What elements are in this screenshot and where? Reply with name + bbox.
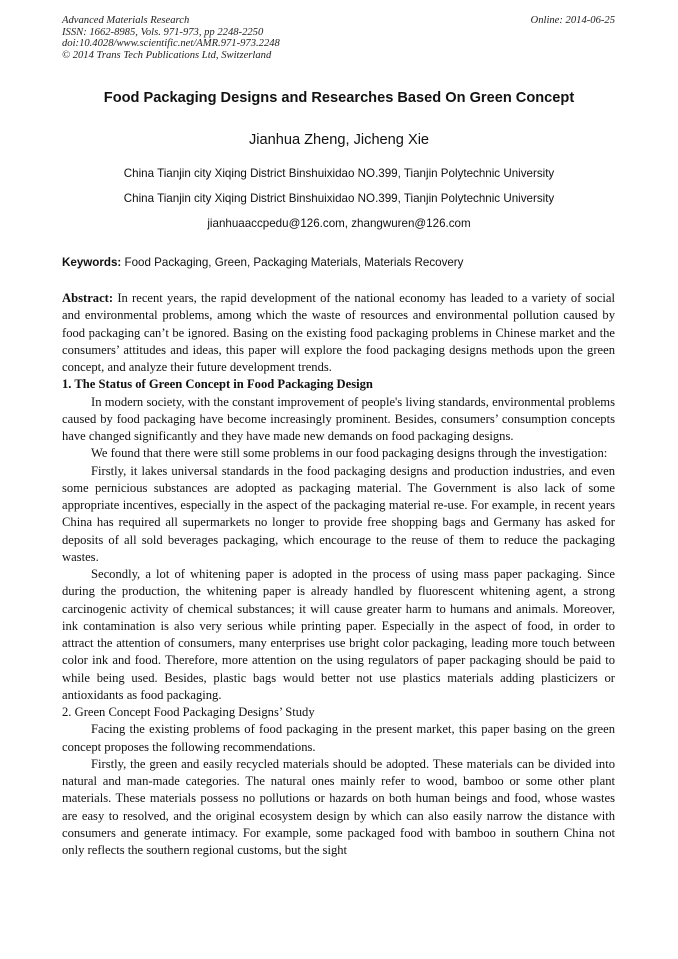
online-date: Online: 2014-06-25 [530, 15, 615, 26]
section-1-paragraph: Secondly, a lot of whitening paper is adopted in the process of using mass paper packaging. Since during the production, the whitening paper is already handled by fluorescent whitening agent, a strong carcinogenic activity of chemical substances; it will cause greater harm to humans and animals. Moreover, ink contamination is also very serious while printing paper. Especially in the aspect of food, in order to attract the attention of consumers, many enterprises use bright color packaging, leading more touch between color ink and food. Therefore, more attention on the using regulators of paper packaging should be paid to while being used. Besides, plastic bags would better not use plastics materials adding plasticizers or antioxidants as food packaging. [62, 567, 615, 702]
authors: Jianhua Zheng, Jicheng Xie [248, 132, 430, 148]
affiliation-2: China Tianjin city Xiqing District Binshuixidao NO.399, Tianjin Polytechnic University [123, 192, 555, 205]
abstract [62, 290, 615, 376]
section-1-paragraph: Firstly, it lakes universal standards in the food packaging designs and production industries, and even some pernicious substances are adopted as packaging material. The Government is also lack of some appropriate incentives, especially in the aspect of the packaging material re-use. For example, in recent years China has required all supermarkets no longer to provide free shopping bags and Germany has asked for deposits of all sold beverages packaging, which encourage to the reuse of them to reduce the packaging wastes. [62, 463, 615, 564]
paper-title: Food Packaging Designs and Researches Based On Green Concept [103, 90, 575, 106]
section-2-paragraph: Firstly, the green and easily recycled materials should be adopted. These materials can be divided into natural and man-made categories. The natural ones mainly refer to wood, bamboo or some other plant materials. These materials possess no pollutions or hazards on both human beings and food, whose wastes are easy to resolved, and the original ecosystem design by which can also easily narrow the distance with consumers and generate intimacy. For example, some packaged food with bamboo in southern China not only reflects the southern regional customs, but the sight [62, 756, 615, 857]
doi-line: doi:10.4028/www.scientific.net/AMR.971-973.2248 [62, 38, 280, 50]
journal-name: Advanced Materials Research [62, 15, 190, 26]
abstract-label: Abstract: [62, 291, 114, 305]
affiliation-1: China Tianjin city Xiqing District Binshuixidao NO.399, Tianjin Polytechnic University [123, 167, 555, 180]
author-emails: jianhuaaccpedu@126.com, zhangwuren@126.com [207, 217, 471, 230]
journal-header [62, 15, 280, 61]
copyright-line: © 2014 Trans Tech Publications Ltd, Switzerland [62, 49, 272, 61]
section-2-heading: 2. Green Concept Food Packaging Designs’ Study [62, 705, 315, 719]
paper-body [62, 290, 615, 859]
section-1-paragraph: In modern society, with the constant improvement of people's living standards, environmental problems caused by food packaging have become increasingly prominent. Besides, consumers’ consumption concepts have changed significantly and they have made new demands on food packaging designs. [62, 394, 615, 443]
keywords [62, 256, 463, 269]
issn-line: ISSN: 1662-8985, Vols. 971-973, pp 2248-2250 [62, 26, 264, 38]
keywords-text: Food Packaging, Green, Packaging Materials, Materials Recovery [124, 256, 464, 269]
keywords-label: Keywords: [62, 256, 122, 269]
section-1-paragraph: We found that there were still some problems in our food packaging designs through the investigation: [91, 446, 608, 461]
section-2-paragraph: Facing the existing problems of food packaging in the present market, this paper basing on the green concept proposes the following recommendations. [62, 722, 615, 754]
abstract-text: In recent years, the rapid development of the national economy has leaded to a variety of social and environmental problems, among which the waste of resources and environmental pollution caused by food packaging can’t be ignored. Basing on the existing food packaging problems in Chinese market and the consumers’ attitudes and ideas, this paper will explore the food packaging designs methods upon the green concept, and analyze their future development trends. [62, 291, 615, 374]
section-1-heading: 1. The Status of Green Concept in Food Packaging Design [62, 377, 373, 392]
